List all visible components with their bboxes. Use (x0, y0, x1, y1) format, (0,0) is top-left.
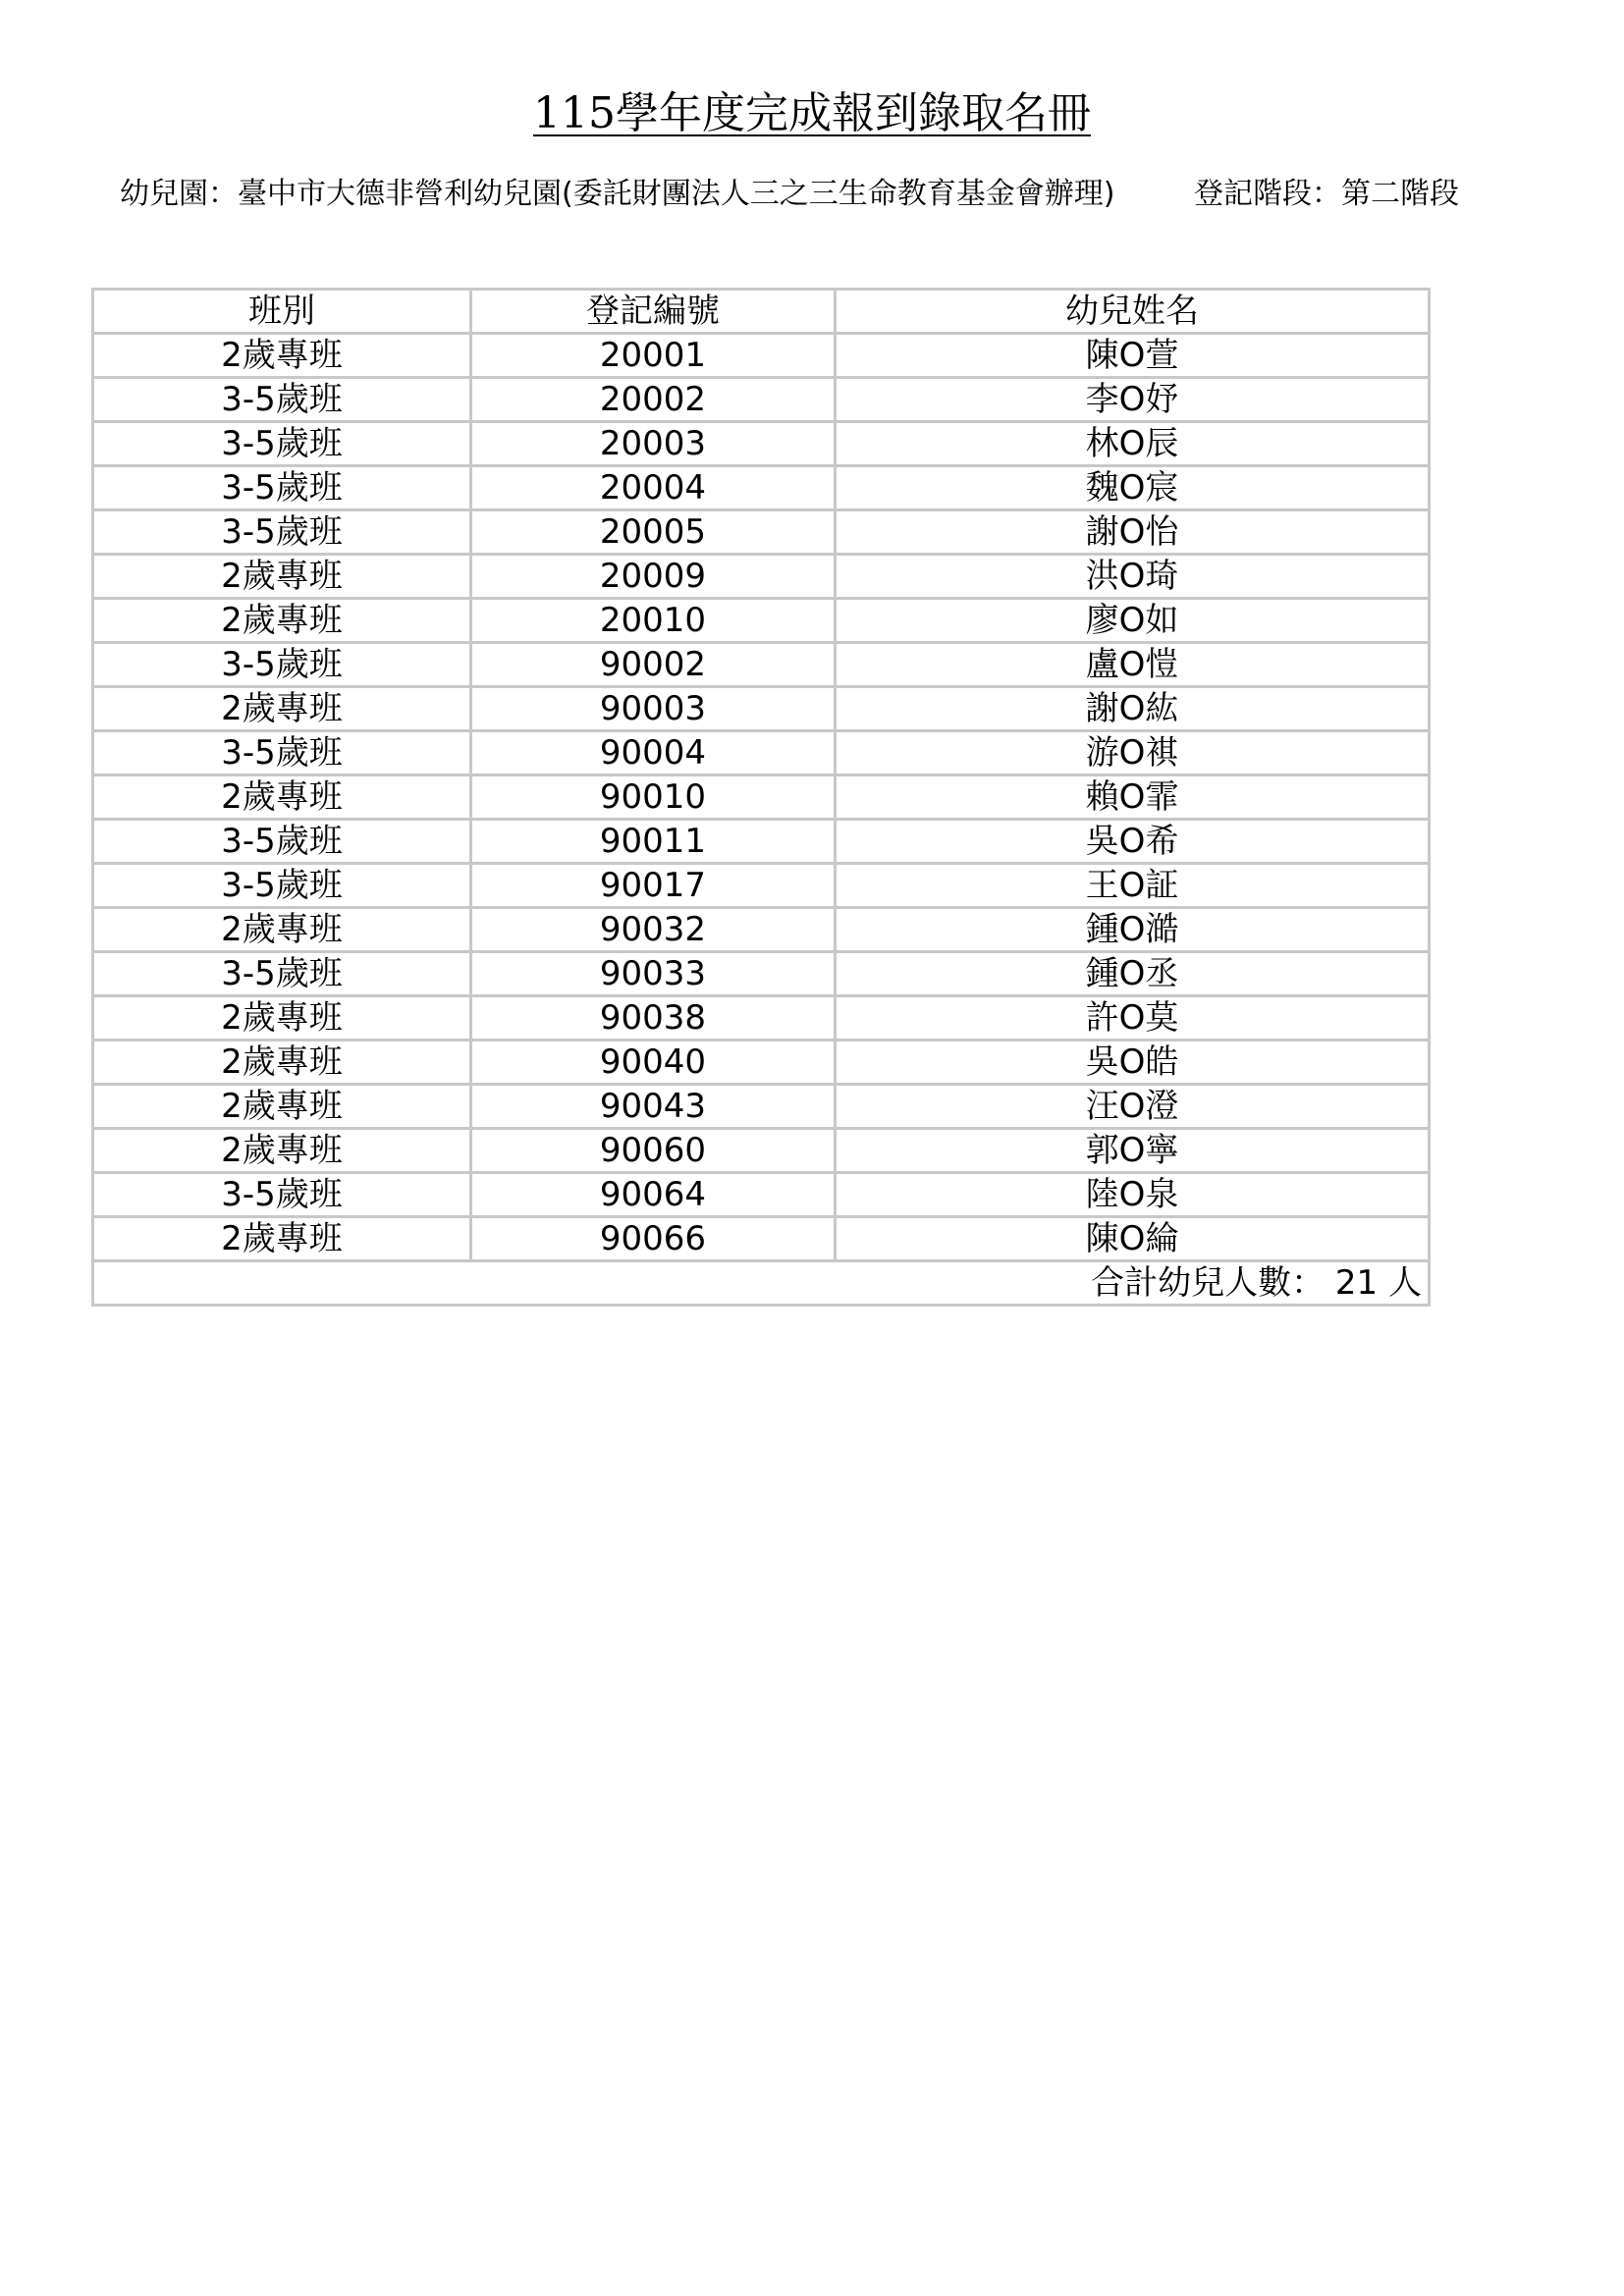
registration-number-cell: 20001 (471, 334, 836, 378)
table-row (93, 1041, 1430, 1085)
class-cell: 2歲專班 (93, 1217, 471, 1261)
registration-number-cell: 90011 (471, 820, 836, 864)
header-registration-number: 登記編號 (471, 290, 836, 334)
table-row (93, 1129, 1430, 1173)
child-name-cell: 陳O萱 (836, 334, 1430, 378)
table-row (93, 820, 1430, 864)
table-row (93, 731, 1430, 775)
document-title-text: 115學年度完成報到錄取名冊 (533, 88, 1091, 138)
class-cell: 3-5歲班 (93, 952, 471, 996)
total-row (93, 1261, 1430, 1306)
registration-number-cell: 90064 (471, 1173, 836, 1217)
table-row (93, 378, 1430, 422)
registration-stage-info: 登記階段：第二階段 (1194, 177, 1459, 211)
table-row (93, 864, 1430, 908)
registration-number-cell: 90003 (471, 687, 836, 731)
class-cell: 2歲專班 (93, 555, 471, 599)
registration-number-cell: 20002 (471, 378, 836, 422)
child-name-cell: 謝O怡 (836, 510, 1430, 555)
table-row (93, 1173, 1430, 1217)
table-header (93, 290, 1430, 334)
table-row (93, 908, 1430, 952)
class-cell: 3-5歲班 (93, 378, 471, 422)
child-name-cell: 廖O如 (836, 599, 1430, 643)
header-child-name: 幼兒姓名 (836, 290, 1430, 334)
registration-number-cell: 90033 (471, 952, 836, 996)
table-row (93, 466, 1430, 510)
child-name-cell: 陸O泉 (836, 1173, 1430, 1217)
child-name-cell: 賴O霏 (836, 775, 1430, 820)
kindergarten-info: 幼兒園：臺中市大德非營利幼兒園(委託財團法人三之三生命教育基金會辦理) (120, 177, 1115, 211)
registration-number-cell: 90032 (471, 908, 836, 952)
registration-number-cell: 20003 (471, 422, 836, 466)
registration-number-cell: 90043 (471, 1085, 836, 1129)
child-name-cell: 李O妤 (836, 378, 1430, 422)
class-cell: 3-5歲班 (93, 731, 471, 775)
table-row (93, 510, 1430, 555)
table-row (93, 643, 1430, 687)
table-row (93, 334, 1430, 378)
class-cell: 2歲專班 (93, 1129, 471, 1173)
registration-number-cell: 20010 (471, 599, 836, 643)
table-row (93, 996, 1430, 1041)
registration-number-cell: 90060 (471, 1129, 836, 1173)
class-cell: 3-5歲班 (93, 422, 471, 466)
child-name-cell: 吳O皓 (836, 1041, 1430, 1085)
child-name-cell: 鍾O澔 (836, 908, 1430, 952)
admission-list-table (91, 288, 1431, 1307)
class-cell: 3-5歲班 (93, 864, 471, 908)
child-name-cell: 林O辰 (836, 422, 1430, 466)
class-cell: 3-5歲班 (93, 1173, 471, 1217)
registration-number-cell: 90038 (471, 996, 836, 1041)
registration-number-cell: 20009 (471, 555, 836, 599)
child-name-cell: 魏O宸 (836, 466, 1430, 510)
table-row (93, 1217, 1430, 1261)
child-name-cell: 洪O琦 (836, 555, 1430, 599)
registration-number-cell: 90002 (471, 643, 836, 687)
table-row (93, 422, 1430, 466)
child-name-cell: 王O証 (836, 864, 1430, 908)
registration-number-cell: 90010 (471, 775, 836, 820)
child-name-cell: 鍾O丞 (836, 952, 1430, 996)
child-name-cell: 吳O希 (836, 820, 1430, 864)
registration-number-cell: 90004 (471, 731, 836, 775)
class-cell: 2歲專班 (93, 599, 471, 643)
child-name-cell: 游O褀 (836, 731, 1430, 775)
table-row (93, 1085, 1430, 1129)
registration-number-cell: 20004 (471, 466, 836, 510)
child-name-cell: 汪O澄 (836, 1085, 1430, 1129)
table-row (93, 775, 1430, 820)
child-name-cell: 謝O紘 (836, 687, 1430, 731)
table-body (93, 334, 1430, 1261)
class-cell: 3-5歲班 (93, 466, 471, 510)
class-cell: 2歲專班 (93, 1085, 471, 1129)
table-row (93, 599, 1430, 643)
class-cell: 3-5歲班 (93, 510, 471, 555)
class-cell: 2歲專班 (93, 908, 471, 952)
registration-number-cell: 90040 (471, 1041, 836, 1085)
child-name-cell: 許O莫 (836, 996, 1430, 1041)
child-name-cell: 郭O寧 (836, 1129, 1430, 1173)
class-cell: 2歲專班 (93, 1041, 471, 1085)
child-name-cell: 盧O愷 (836, 643, 1430, 687)
table-row (93, 555, 1430, 599)
header-class: 班別 (93, 290, 471, 334)
class-cell: 2歲專班 (93, 687, 471, 731)
class-cell: 3-5歲班 (93, 820, 471, 864)
class-cell: 2歲專班 (93, 996, 471, 1041)
registration-number-cell: 90017 (471, 864, 836, 908)
registration-number-cell: 90066 (471, 1217, 836, 1261)
total-count: 合計幼兒人數： 21 人 (93, 1261, 1430, 1306)
document-title (0, 86, 1624, 141)
class-cell: 2歲專班 (93, 775, 471, 820)
table-row (93, 952, 1430, 996)
table-header-row (93, 290, 1430, 334)
table-footer (93, 1261, 1430, 1306)
class-cell: 2歲專班 (93, 334, 471, 378)
child-name-cell: 陳O綸 (836, 1217, 1430, 1261)
table-row (93, 687, 1430, 731)
registration-number-cell: 20005 (471, 510, 836, 555)
class-cell: 3-5歲班 (93, 643, 471, 687)
